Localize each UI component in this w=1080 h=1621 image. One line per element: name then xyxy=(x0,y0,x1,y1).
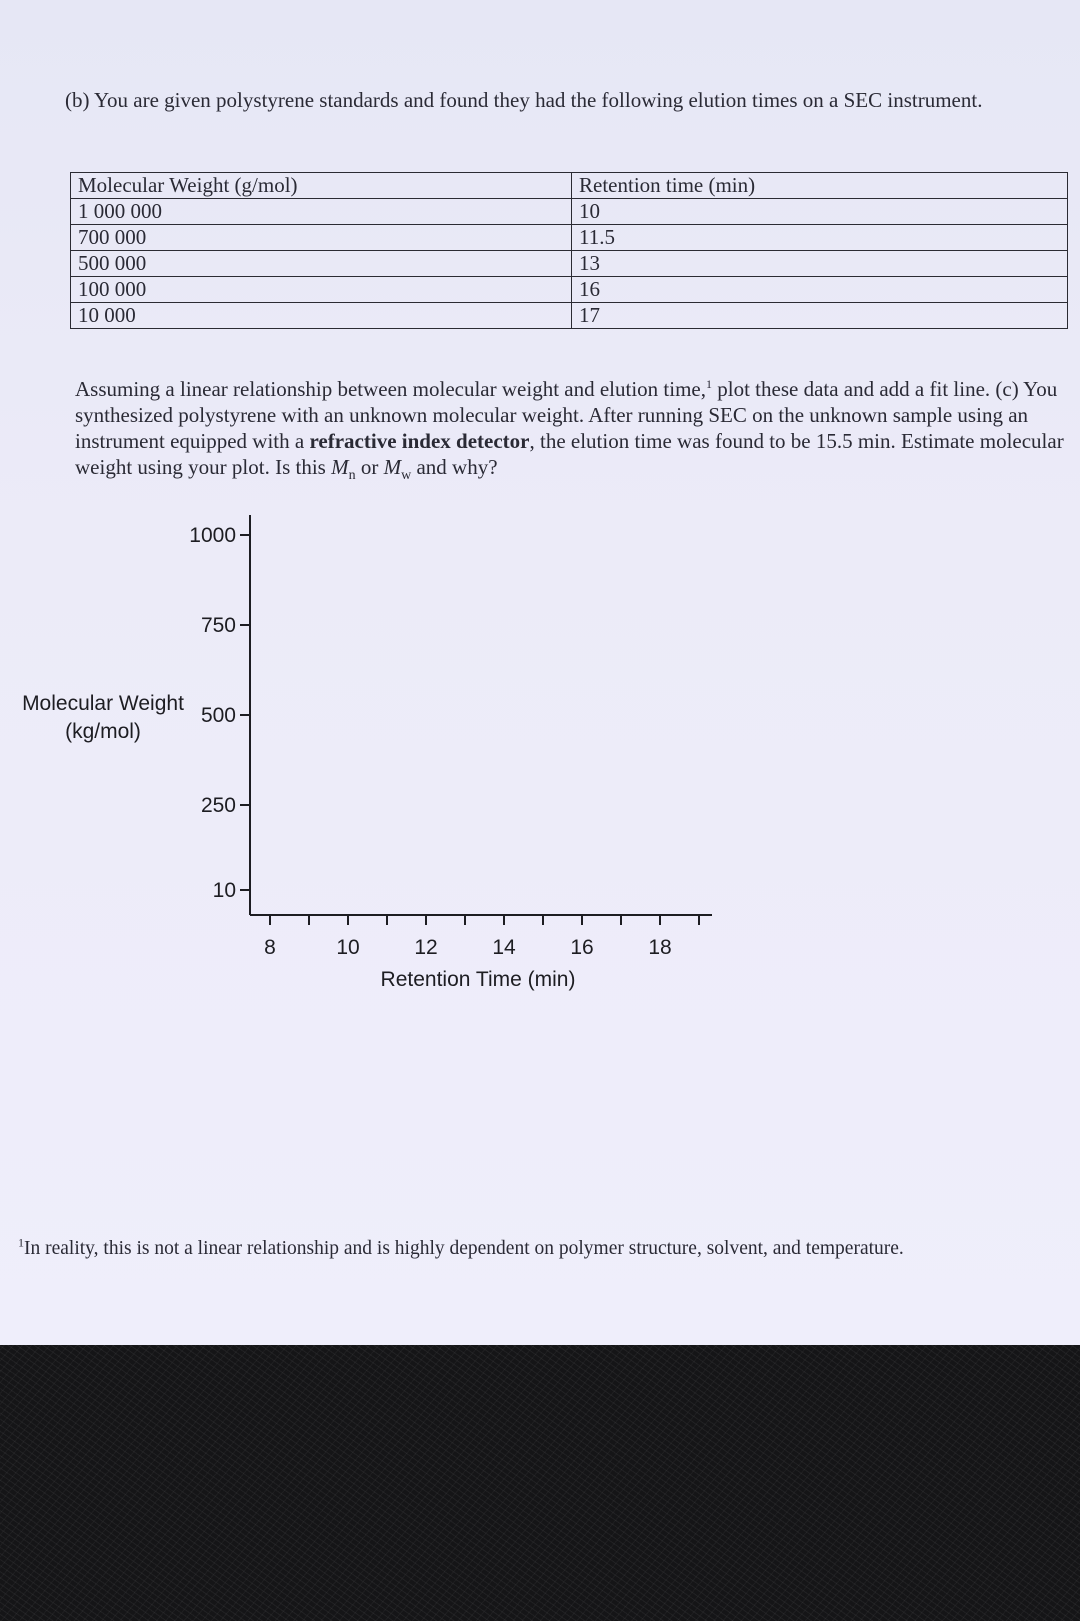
x-tick-label: 16 xyxy=(570,936,594,959)
table-header-row xyxy=(71,173,1068,199)
cell-rt: 16 xyxy=(572,277,1068,303)
y-tick-label: 1000 xyxy=(189,524,236,547)
table-row xyxy=(71,277,1068,303)
footnote xyxy=(18,1235,1068,1260)
mn-symbol: M xyxy=(331,455,349,479)
x-axis-label: Retention Time (min) xyxy=(380,968,576,991)
desk-background xyxy=(0,1345,1080,1621)
standards-table xyxy=(70,172,1068,329)
cell-rt: 17 xyxy=(572,303,1068,329)
cell-rt: 10 xyxy=(572,199,1068,225)
mn-subscript: n xyxy=(348,468,356,484)
question-b-text: (b) You are given polystyrene standards and found they had the following elution times on a SEC instrument. xyxy=(65,88,983,112)
cell-mw: 100 000 xyxy=(71,277,572,303)
cell-rt: 11.5 xyxy=(572,225,1068,251)
cell-rt: 13 xyxy=(572,251,1068,277)
footnote-marker: 1 xyxy=(18,1235,24,1250)
y-axis-label-line1: Molecular Weight xyxy=(22,692,184,715)
y-tick-label: 250 xyxy=(200,794,236,817)
table-row xyxy=(71,251,1068,277)
footnote-ref: 1 xyxy=(706,377,712,391)
x-tick-label: 14 xyxy=(492,936,516,959)
cell-mw: 500 000 xyxy=(71,251,572,277)
header-molecular-weight: Molecular Weight (g/mol) xyxy=(71,173,572,199)
mw-subscript: w xyxy=(401,468,412,484)
footnote-text: In reality, this is not a linear relationship and is highly dependent on polymer structure, solvent, and temperature. xyxy=(24,1238,904,1259)
x-tick-label: 18 xyxy=(648,936,672,959)
mw-symbol: M xyxy=(383,455,402,479)
bold-detector-text: refractive index detector xyxy=(309,429,530,453)
x-axis-ticks xyxy=(264,915,699,959)
para-or: or xyxy=(355,455,384,479)
x-tick-label: 8 xyxy=(264,936,276,959)
para-text-1: Assuming a linear relationship between molecular weight and elution time, xyxy=(75,377,706,401)
para-text-2: plot these data and add a fit line. (c) You synthesized polystyrene with an unknown molecular weight. After running SEC on the unknown sample using an instrument equipped with a xyxy=(75,377,1058,453)
x-tick-label: 10 xyxy=(336,936,360,959)
cell-mw: 10 000 xyxy=(71,303,572,329)
instructions-paragraph xyxy=(75,376,1065,484)
cell-mw: 1 000 000 xyxy=(71,199,572,225)
y-axis-ticks xyxy=(189,524,250,902)
cell-mw: 700 000 xyxy=(71,225,572,251)
para-end: and why? xyxy=(411,455,498,479)
x-tick-label: 12 xyxy=(414,936,438,959)
y-tick-label: 10 xyxy=(212,879,236,902)
y-tick-label: 500 xyxy=(200,704,236,727)
para-text-3: , the elution time was found to be 15.5 min. Estimate molecular weight using your plot. Is this xyxy=(75,429,1064,479)
blank-plot xyxy=(0,510,760,1000)
table-row xyxy=(71,225,1068,251)
y-tick-label: 750 xyxy=(200,614,236,637)
header-retention-time: Retention time (min) xyxy=(572,173,1068,199)
table-row xyxy=(71,303,1068,329)
y-axis-label-line2: (kg/mol) xyxy=(65,720,141,743)
table-row xyxy=(71,199,1068,225)
